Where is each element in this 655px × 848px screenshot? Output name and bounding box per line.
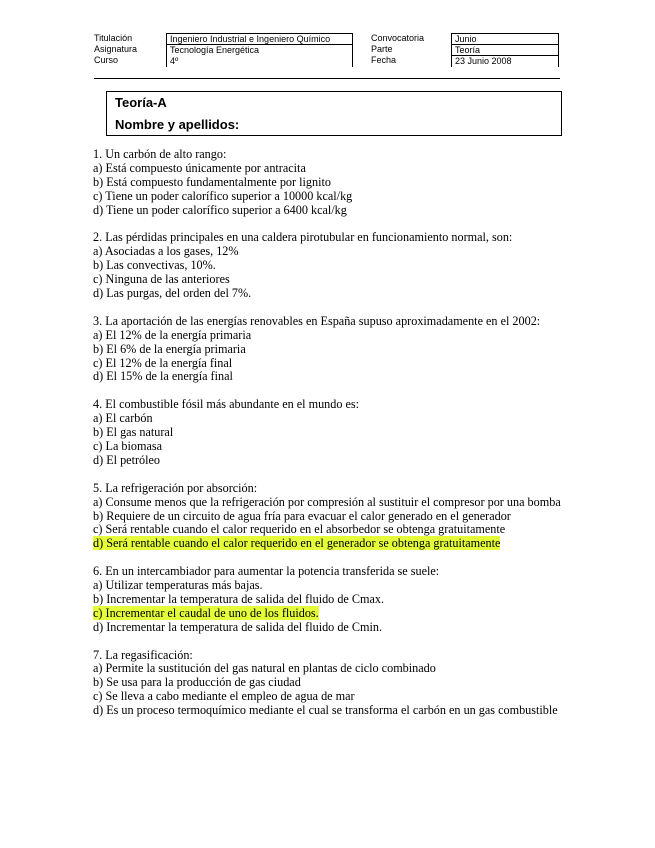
question-2-option-a: a) Asociadas a los gases, 12% xyxy=(93,244,239,259)
question-3-option-b: b) El 6% de la energía primaria xyxy=(93,341,246,356)
header-divider xyxy=(94,78,560,79)
question-4-option-d: d) El petróleo xyxy=(93,452,161,467)
question-2 xyxy=(93,231,568,301)
question-7 xyxy=(93,649,568,719)
question-6-option-d: d) Incrementar la temperatura de salida del fluido de Cmin. xyxy=(93,619,383,634)
highlighted-answer: c) Incrementar el caudal de uno de los fluidos. xyxy=(93,605,319,620)
exam-title: Teoría-A xyxy=(115,95,167,110)
question-6-option-a: a) Utilizar temperaturas más bajas. xyxy=(93,578,263,593)
value-curso: 4º xyxy=(170,56,179,66)
question-3-option-a: a) El 12% de la energía primaria xyxy=(93,327,252,342)
question-1-option-b: b) Está compuesto fundamentalmente por lignito xyxy=(93,174,331,189)
question-7-option-b: b) Se usa para la producción de gas ciudad xyxy=(93,675,301,690)
question-1-option-c: c) Tiene un poder calorífico superior a 10000 kcal/kg xyxy=(93,188,353,203)
question-text: 6. En un intercambiador para aumentar la potencia transferida se suele: xyxy=(93,564,440,579)
question-list xyxy=(93,148,568,732)
highlighted-answer: d) Será rentable cuando el calor requerido en el generador se obtenga gratuitamente xyxy=(93,536,501,551)
name-label: Nombre y apellidos: xyxy=(115,117,240,132)
question-5-option-d xyxy=(93,537,568,551)
question-7-option-a: a) Permite la sustitución del gas natural en plantas de ciclo combinado xyxy=(93,661,436,676)
student-name-box[interactable] xyxy=(106,91,562,136)
question-1-option-d: d) Tiene un poder calorífico superior a 6400 kcal/kg xyxy=(93,202,347,217)
question-text: 3. La aportación de las energías renovables en España supuso aproximadamente en el 2002: xyxy=(93,313,541,328)
header-labels-left xyxy=(94,33,137,66)
question-6 xyxy=(93,565,568,635)
label-fecha: Fecha xyxy=(371,55,397,65)
question-7-option-d: d) Es un proceso termoquímico mediante el cual se transforma el carbón en un gas combustible xyxy=(93,703,558,718)
question-1 xyxy=(93,148,568,218)
question-text: 2. Las pérdidas principales en una caldera pirotubular en funcionamiento normal, son: xyxy=(93,230,513,245)
question-2-option-b: b) Las convectivas, 10%. xyxy=(93,258,216,273)
question-4-option-c: c) La biomasa xyxy=(93,438,163,453)
label-convocatoria: Convocatoria xyxy=(371,33,425,43)
question-5-option-c: c) Será rentable cuando el calor requerido en el absorbedor se obtenga gratuitamente xyxy=(93,522,506,537)
question-4 xyxy=(93,398,568,468)
question-1-option-a: a) Está compuesto únicamente por antracita xyxy=(93,160,306,175)
question-text: 4. El combustible fósil más abundante en el mundo es: xyxy=(93,397,360,412)
label-curso: Curso xyxy=(94,55,119,65)
value-fecha: 23 Junio 2008 xyxy=(455,56,512,66)
question-4-option-b: b) El gas natural xyxy=(93,425,174,440)
label-parte: Parte xyxy=(371,44,393,54)
question-text: 5. La refrigeración por absorción: xyxy=(93,480,258,495)
value-parte: Teoría xyxy=(452,45,558,56)
question-5-option-a: a) Consume menos que la refrigeración por compresión al sustituir el compresor por una bomba xyxy=(93,494,561,509)
question-5 xyxy=(93,482,568,552)
question-6-option-c xyxy=(93,607,568,621)
question-text: 7. La regasificación: xyxy=(93,647,193,662)
question-2-option-d: d) Las purgas, del orden del 7%. xyxy=(93,286,252,301)
value-convocatoria: Junio xyxy=(452,34,558,45)
question-4-option-a: a) El carbón xyxy=(93,411,153,426)
question-7-option-c: c) Se lleva a cabo mediante el empleo de agua de mar xyxy=(93,689,355,704)
question-6-option-b: b) Incrementar la temperatura de salida del fluido de Cmax. xyxy=(93,591,385,606)
header-values-left xyxy=(166,33,353,67)
question-text: 1. Un carbón de alto rango: xyxy=(93,147,227,161)
question-3 xyxy=(93,315,568,385)
header-values-right xyxy=(451,33,559,67)
question-5-option-b: b) Requiere de un circuito de agua fría para evacuar el calor generado en el generador xyxy=(93,508,511,523)
question-3-option-d: d) El 15% de la energía final xyxy=(93,369,233,384)
value-asignatura: Tecnología Energética xyxy=(170,45,260,55)
value-titulacion: Ingeniero Industrial e Ingeniero Químico xyxy=(167,34,352,45)
question-2-option-c: c) Ninguna de las anteriores xyxy=(93,272,230,287)
label-asignatura: Asignatura xyxy=(94,44,138,54)
question-3-option-c: c) El 12% de la energía final xyxy=(93,355,233,370)
header-labels-right xyxy=(371,33,424,66)
label-titulacion: Titulación xyxy=(94,33,133,43)
